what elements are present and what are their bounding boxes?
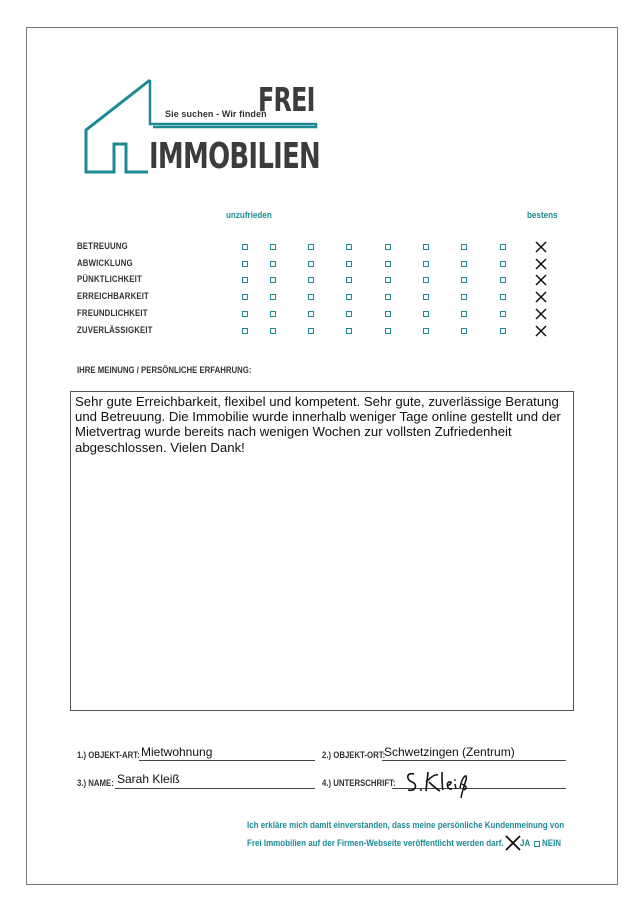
rating-cross-mark-icon[interactable] bbox=[535, 274, 547, 286]
rating-checkbox[interactable] bbox=[308, 328, 314, 334]
rating-checkbox[interactable] bbox=[500, 261, 506, 267]
rating-checkbox[interactable] bbox=[346, 244, 352, 250]
objekt-art-value[interactable]: Mietwohnung bbox=[141, 745, 213, 759]
nein-checkbox[interactable] bbox=[534, 841, 540, 847]
rating-checkbox[interactable] bbox=[385, 277, 391, 283]
rating-checkbox[interactable] bbox=[423, 261, 429, 267]
rating-checkbox[interactable] bbox=[308, 244, 314, 250]
consent-nein-label: NEIN bbox=[542, 838, 562, 849]
rating-cross-mark-icon[interactable] bbox=[535, 241, 547, 253]
rating-checkbox[interactable] bbox=[385, 311, 391, 317]
rating-checkbox[interactable] bbox=[423, 294, 429, 300]
name-line bbox=[115, 788, 315, 789]
scale-high-label: bestens bbox=[527, 210, 558, 221]
rating-checkbox[interactable] bbox=[308, 261, 314, 267]
rating-cross-mark-icon[interactable] bbox=[535, 325, 547, 337]
consent-ja-label: JA bbox=[520, 838, 531, 849]
objekt-art-label: 1.) OBJEKT-ART: bbox=[77, 750, 140, 761]
rating-checkbox[interactable] bbox=[242, 244, 248, 250]
rating-cross-mark-icon[interactable] bbox=[535, 291, 547, 303]
objekt-art-line bbox=[139, 760, 315, 761]
rating-checkbox[interactable] bbox=[242, 277, 248, 283]
rating-checkbox[interactable] bbox=[346, 261, 352, 267]
ja-cross-mark-icon[interactable] bbox=[505, 835, 521, 851]
rating-checkbox[interactable] bbox=[500, 294, 506, 300]
opinion-textarea[interactable]: Sehr gute Erreichbarkeit, flexibel und kompetent. Sehr gute, zuverlässige Beratung und Betreuung. Die Immobilie wurde innerhalb weniger Tage online gestellt und der Mietvertrag wurde bereits nach wenigen Wochen zur vollsten Zufriedenheit abgeschlossen. Vielen Dank! bbox=[70, 391, 574, 711]
rating-checkbox[interactable] bbox=[461, 277, 467, 283]
rating-row-label: ERREICHBARKEIT bbox=[77, 291, 149, 302]
rating-cross-mark-icon[interactable] bbox=[535, 258, 547, 270]
rating-checkbox[interactable] bbox=[461, 244, 467, 250]
consent-line-2: Frei Immobilien auf der Firmen-Webseite veröffentlicht werden darf. bbox=[247, 838, 504, 849]
rating-checkbox[interactable] bbox=[270, 311, 276, 317]
rating-row-label: BETREUUNG bbox=[77, 241, 128, 252]
rating-checkbox[interactable] bbox=[346, 311, 352, 317]
rating-checkbox[interactable] bbox=[500, 244, 506, 250]
rating-cross-mark-icon[interactable] bbox=[535, 308, 547, 320]
rating-checkbox[interactable] bbox=[461, 294, 467, 300]
unterschrift-label: 4.) UNTERSCHRIFT: bbox=[322, 778, 396, 789]
rating-checkbox[interactable] bbox=[385, 328, 391, 334]
rating-row-label: PÜNKTLICHKEIT bbox=[77, 274, 142, 285]
objekt-ort-label: 2.) OBJEKT-ORT: bbox=[322, 750, 386, 761]
rating-checkbox[interactable] bbox=[308, 311, 314, 317]
objekt-ort-value[interactable]: Schwetzingen (Zentrum) bbox=[384, 745, 515, 759]
logo-brand-bottom: IMMOBILIEN bbox=[149, 136, 321, 177]
rating-checkbox[interactable] bbox=[385, 261, 391, 267]
rating-checkbox[interactable] bbox=[270, 294, 276, 300]
handwritten-signature[interactable] bbox=[402, 766, 474, 800]
rating-checkbox[interactable] bbox=[270, 328, 276, 334]
rating-checkbox[interactable] bbox=[500, 311, 506, 317]
rating-checkbox[interactable] bbox=[270, 261, 276, 267]
rating-row-label: FREUNDLICHKEIT bbox=[77, 308, 148, 319]
rating-checkbox[interactable] bbox=[242, 328, 248, 334]
rating-checkbox[interactable] bbox=[423, 244, 429, 250]
rating-checkbox[interactable] bbox=[423, 328, 429, 334]
rating-checkbox[interactable] bbox=[308, 277, 314, 283]
opinion-title: IHRE MEINUNG / PERSÖNLICHE ERFAHRUNG: bbox=[77, 365, 252, 376]
rating-checkbox[interactable] bbox=[461, 261, 467, 267]
rating-checkbox[interactable] bbox=[500, 328, 506, 334]
scale-low-label: unzufrieden bbox=[226, 210, 272, 221]
rating-checkbox[interactable] bbox=[461, 311, 467, 317]
name-label: 3.) NAME: bbox=[77, 778, 114, 789]
rating-checkbox[interactable] bbox=[385, 294, 391, 300]
rating-checkbox[interactable] bbox=[423, 311, 429, 317]
rating-checkbox[interactable] bbox=[308, 294, 314, 300]
rating-checkbox[interactable] bbox=[461, 328, 467, 334]
rating-checkbox[interactable] bbox=[346, 277, 352, 283]
rating-checkbox[interactable] bbox=[346, 294, 352, 300]
name-value[interactable]: Sarah Kleiß bbox=[117, 772, 180, 786]
rating-checkbox[interactable] bbox=[346, 328, 352, 334]
rating-checkbox[interactable] bbox=[423, 277, 429, 283]
rating-row-label: ABWICKLUNG bbox=[77, 258, 133, 269]
rating-checkbox[interactable] bbox=[500, 277, 506, 283]
rating-row-label: ZUVERLÄSSIGKEIT bbox=[77, 325, 153, 336]
logo-tagline: Sie suchen - Wir finden bbox=[165, 109, 267, 119]
logo-brand-top: FREI bbox=[258, 80, 315, 119]
rating-checkbox[interactable] bbox=[270, 277, 276, 283]
rating-checkbox[interactable] bbox=[242, 261, 248, 267]
rating-checkbox[interactable] bbox=[270, 244, 276, 250]
consent-line-1: Ich erkläre mich damit einverstanden, dass meine persönliche Kundenmeinung von bbox=[247, 820, 565, 831]
rating-checkbox[interactable] bbox=[242, 294, 248, 300]
rating-checkbox[interactable] bbox=[242, 311, 248, 317]
objekt-ort-line bbox=[382, 760, 566, 761]
rating-checkbox[interactable] bbox=[385, 244, 391, 250]
